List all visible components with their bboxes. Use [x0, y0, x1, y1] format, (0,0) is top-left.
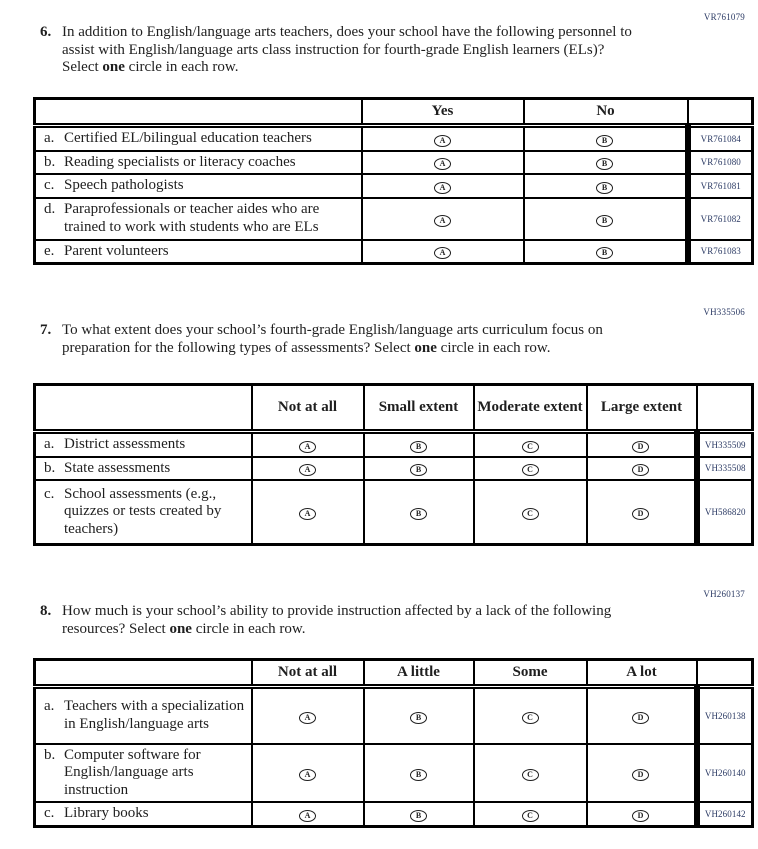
option-bubble-a[interactable]: A — [299, 712, 316, 724]
option-bubble-a[interactable]: A — [299, 508, 316, 520]
row-label: c. School assessments (e.g., quizzes or tests created by teachers) — [44, 485, 222, 537]
table-row — [35, 744, 753, 803]
column-header-large-extent: Large extent — [587, 385, 697, 432]
question-text: To what extent does your school’s fourth-grade English/language arts curriculum focus on preparation for the following types of assessments? Select one circle in each row. — [62, 322, 603, 356]
row-code: VH586820 — [697, 480, 753, 544]
question-code: VH260137 — [703, 589, 745, 599]
option-bubble-a[interactable]: A — [299, 810, 316, 822]
column-header-a-little: A little — [364, 660, 474, 687]
column-header-small-extent: Small extent — [364, 385, 474, 432]
row-code: VR761083 — [688, 240, 753, 264]
row-code: VH335508 — [697, 457, 753, 481]
column-header-code — [697, 660, 753, 687]
row-label: d. Paraprofessionals or teacher aides who are trained to work with students who are ELs — [44, 201, 320, 235]
option-bubble-b[interactable]: B — [410, 769, 427, 781]
table-row — [35, 480, 753, 544]
option-bubble-b[interactable]: B — [596, 135, 613, 147]
option-bubble-b[interactable]: B — [410, 464, 427, 476]
column-header-not-at-all: Not at all — [252, 660, 364, 687]
q6-table — [33, 97, 754, 265]
row-code: VR761081 — [688, 174, 753, 198]
q7-table — [33, 383, 754, 546]
table-row — [35, 432, 753, 457]
question-code: VH335506 — [703, 307, 745, 317]
option-bubble-c[interactable]: C — [522, 810, 539, 822]
row-code: VR761082 — [688, 198, 753, 240]
option-bubble-d[interactable]: D — [632, 810, 649, 822]
row-label: a. District assessments — [44, 436, 186, 452]
column-header-blank — [35, 385, 252, 432]
option-bubble-b[interactable]: B — [596, 158, 613, 170]
row-label: a. Certified EL/bilingual education teachers — [44, 130, 312, 146]
row-code: VH260138 — [697, 687, 753, 744]
column-header-moderate-extent: Moderate extent — [474, 385, 587, 432]
option-bubble-c[interactable]: C — [522, 508, 539, 520]
option-bubble-a[interactable]: A — [434, 215, 451, 227]
option-bubble-b[interactable]: B — [596, 182, 613, 194]
option-bubble-b[interactable]: B — [596, 247, 613, 259]
column-header-code — [688, 99, 753, 126]
row-code: VH260142 — [697, 802, 753, 826]
row-label: b. Computer software for English/language arts instruction — [44, 746, 201, 798]
option-bubble-d[interactable]: D — [632, 712, 649, 724]
option-bubble-a[interactable]: A — [434, 158, 451, 170]
question-6 — [40, 24, 662, 77]
option-bubble-d[interactable]: D — [632, 441, 649, 453]
option-bubble-c[interactable]: C — [522, 464, 539, 476]
table-row — [35, 457, 753, 481]
row-label: c. Library books — [44, 805, 149, 821]
column-header-blank — [35, 99, 362, 126]
table-row — [35, 687, 753, 744]
row-code: VH260140 — [697, 744, 753, 803]
table-row — [35, 802, 753, 826]
option-bubble-a[interactable]: A — [299, 441, 316, 453]
option-bubble-a[interactable]: A — [434, 182, 451, 194]
table-row — [35, 240, 753, 264]
column-header-blank — [35, 660, 252, 687]
question-7 — [40, 322, 680, 357]
option-bubble-a[interactable]: A — [299, 769, 316, 781]
row-code: VR761084 — [688, 126, 753, 151]
table-row — [35, 151, 753, 175]
row-label: e. Parent volunteers — [44, 242, 169, 259]
column-header-code — [697, 385, 753, 432]
column-header-a-lot: A lot — [587, 660, 697, 687]
row-label: a. Teachers with a specialization in English/language arts — [44, 698, 245, 732]
row-label: c. Speech pathologists — [44, 177, 184, 193]
option-bubble-b[interactable]: B — [410, 508, 427, 520]
q8-table — [33, 658, 754, 828]
question-8 — [40, 603, 660, 638]
question-text: In addition to English/language arts teachers, does your school have the following personnel to assist with English/language arts class instruction for fourth-grade English learners (ELs)? Select one circle in each row. — [62, 24, 632, 75]
column-header-some: Some — [474, 660, 587, 687]
option-bubble-b[interactable]: B — [596, 215, 613, 227]
row-code: VR761080 — [688, 151, 753, 175]
column-header-no: No — [524, 99, 688, 126]
row-label: b. Reading specialists or literacy coaches — [44, 153, 296, 170]
option-bubble-c[interactable]: C — [522, 769, 539, 781]
option-bubble-a[interactable]: A — [434, 247, 451, 259]
option-bubble-d[interactable]: D — [632, 769, 649, 781]
column-header-not-at-all: Not at all — [252, 385, 364, 432]
option-bubble-a[interactable]: A — [434, 135, 451, 147]
option-bubble-c[interactable]: C — [522, 712, 539, 724]
option-bubble-d[interactable]: D — [632, 508, 649, 520]
row-label: b. State assessments — [44, 459, 171, 476]
table-row — [35, 126, 753, 151]
column-header-yes: Yes — [362, 99, 524, 126]
option-bubble-b[interactable]: B — [410, 712, 427, 724]
question-code: VR761079 — [703, 12, 745, 22]
option-bubble-d[interactable]: D — [632, 464, 649, 476]
question-number: 7. — [40, 322, 52, 338]
option-bubble-b[interactable]: B — [410, 441, 427, 453]
option-bubble-a[interactable]: A — [299, 464, 316, 476]
question-text: How much is your school’s ability to provide instruction affected by a lack of the following resources? Select one circle in each row. — [62, 603, 612, 637]
row-code: VH335509 — [697, 432, 753, 457]
option-bubble-c[interactable]: C — [522, 441, 539, 453]
option-bubble-b[interactable]: B — [410, 810, 427, 822]
question-number: 8. — [40, 603, 52, 619]
table-row — [35, 174, 753, 198]
table-row — [35, 198, 753, 240]
question-number: 6. — [40, 24, 52, 40]
